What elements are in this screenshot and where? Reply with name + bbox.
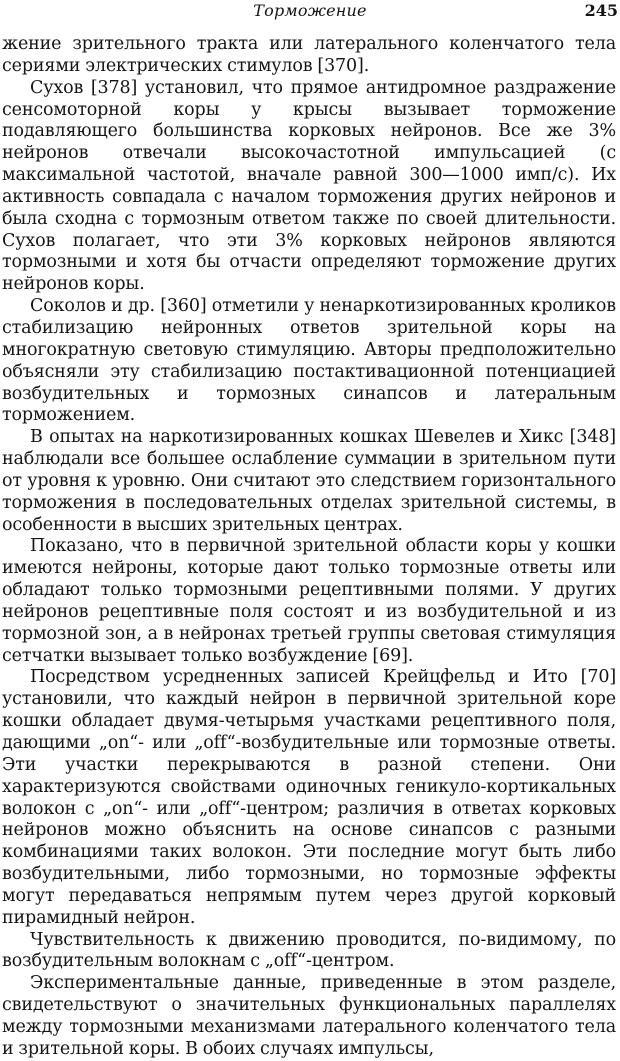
paragraph-inhibitory-neurons: Показано, что в первичной зрительной области коры у кошки имеются нейроны, которые дают только тормозные ответы или обладают только тормозными рецептивными полями. У других нейронов рецептивные поля состоят и из возбудительной и из тормозной зон, а в нейронах третьей группы световая стимуляция сетчатки вызывает только возбуждение [69]. (2, 536, 616, 666)
paragraph-motion-sensitivity: Чувствительность к движению проводится, по-видимому, по возбудительным волокнам с „off“-центром. (2, 929, 616, 972)
paragraph-sokolov: Соколов и др. [360] отметили у ненаркотизированных кроликов стабилизацию нейронных ответов зрительной коры на многократную световую стимуляцию. Авторы предположительно объясняли эту стабилизацию постактивационной потенциацией возбудительных и тормозных синапсов и латеральным торможением. (2, 296, 616, 426)
paragraph-shevelev-hicks: В опытах на наркотизированных кошках Шевелев и Хикс [348] наблюдали все большее ослабление суммации в зрительном пути от уровня к уровню. Они считают это следствием горизонтального торможения в последовательных отделах зрительной системы, в особенности в высших зрительных центрах. (2, 427, 616, 535)
page-header (0, 0, 620, 22)
page-number: 245 (584, 1, 618, 20)
body-text (2, 34, 616, 1061)
running-title: Торможение (253, 1, 367, 20)
paragraph-continuation: жение зрительного тракта или латерального коленчатого тела сериями электрических стимулов [370]. (2, 34, 616, 76)
paragraph-creutzfeldt-ito: Посредством усредненных записей Крейцфельд и Ито [70] установили, что каждый нейрон в первичной зрительной коре кошки обладает двумя-четырьмя участками рецептивного поля, дающими „on“- или „off“-возбудительные или тормозные ответы. Эти участки перекрываются в разной степени. Они характеризуются свойствами одиночных геникуло-кортикальных волокон с „on“- или „off“-центром; различия в ответах корковых нейронов можно объяснить на основе синапсов с разными комбинациями таких волокон. Эти последние могут быть либо возбудительными, либо тормозными, но тормозные эффекты могут передаваться непрямым путем через другой корковый пирамидный нейрон. (2, 667, 616, 928)
paragraph-conclusion: Экспериментальные данные, приведенные в этом разделе, свидетельствуют о значительных функциональных параллелях между тормозными механизмами латерального коленчатого тела и зрительной коры. В обоих случаях импульсы, (2, 973, 616, 1059)
paragraph-sukhov: Сухов [378] установил, что прямое антидромное раздражение сенсомоторной коры у крысы вызывает торможение подавляющего большинства корковых нейронов. Все же 3% нейронов отвечали высокочастотной импульсацией (с максимальной частотой, вначале равной 300—1000 имп/с). Их активность совпадала с началом торможения других нейронов и была сходна с тормозным ответом также по своей длительности. Сухов полагает, что эти 3% корковых нейронов являются тормозными и хотя бы отчасти определяют торможение других нейронов коры. (2, 77, 616, 295)
